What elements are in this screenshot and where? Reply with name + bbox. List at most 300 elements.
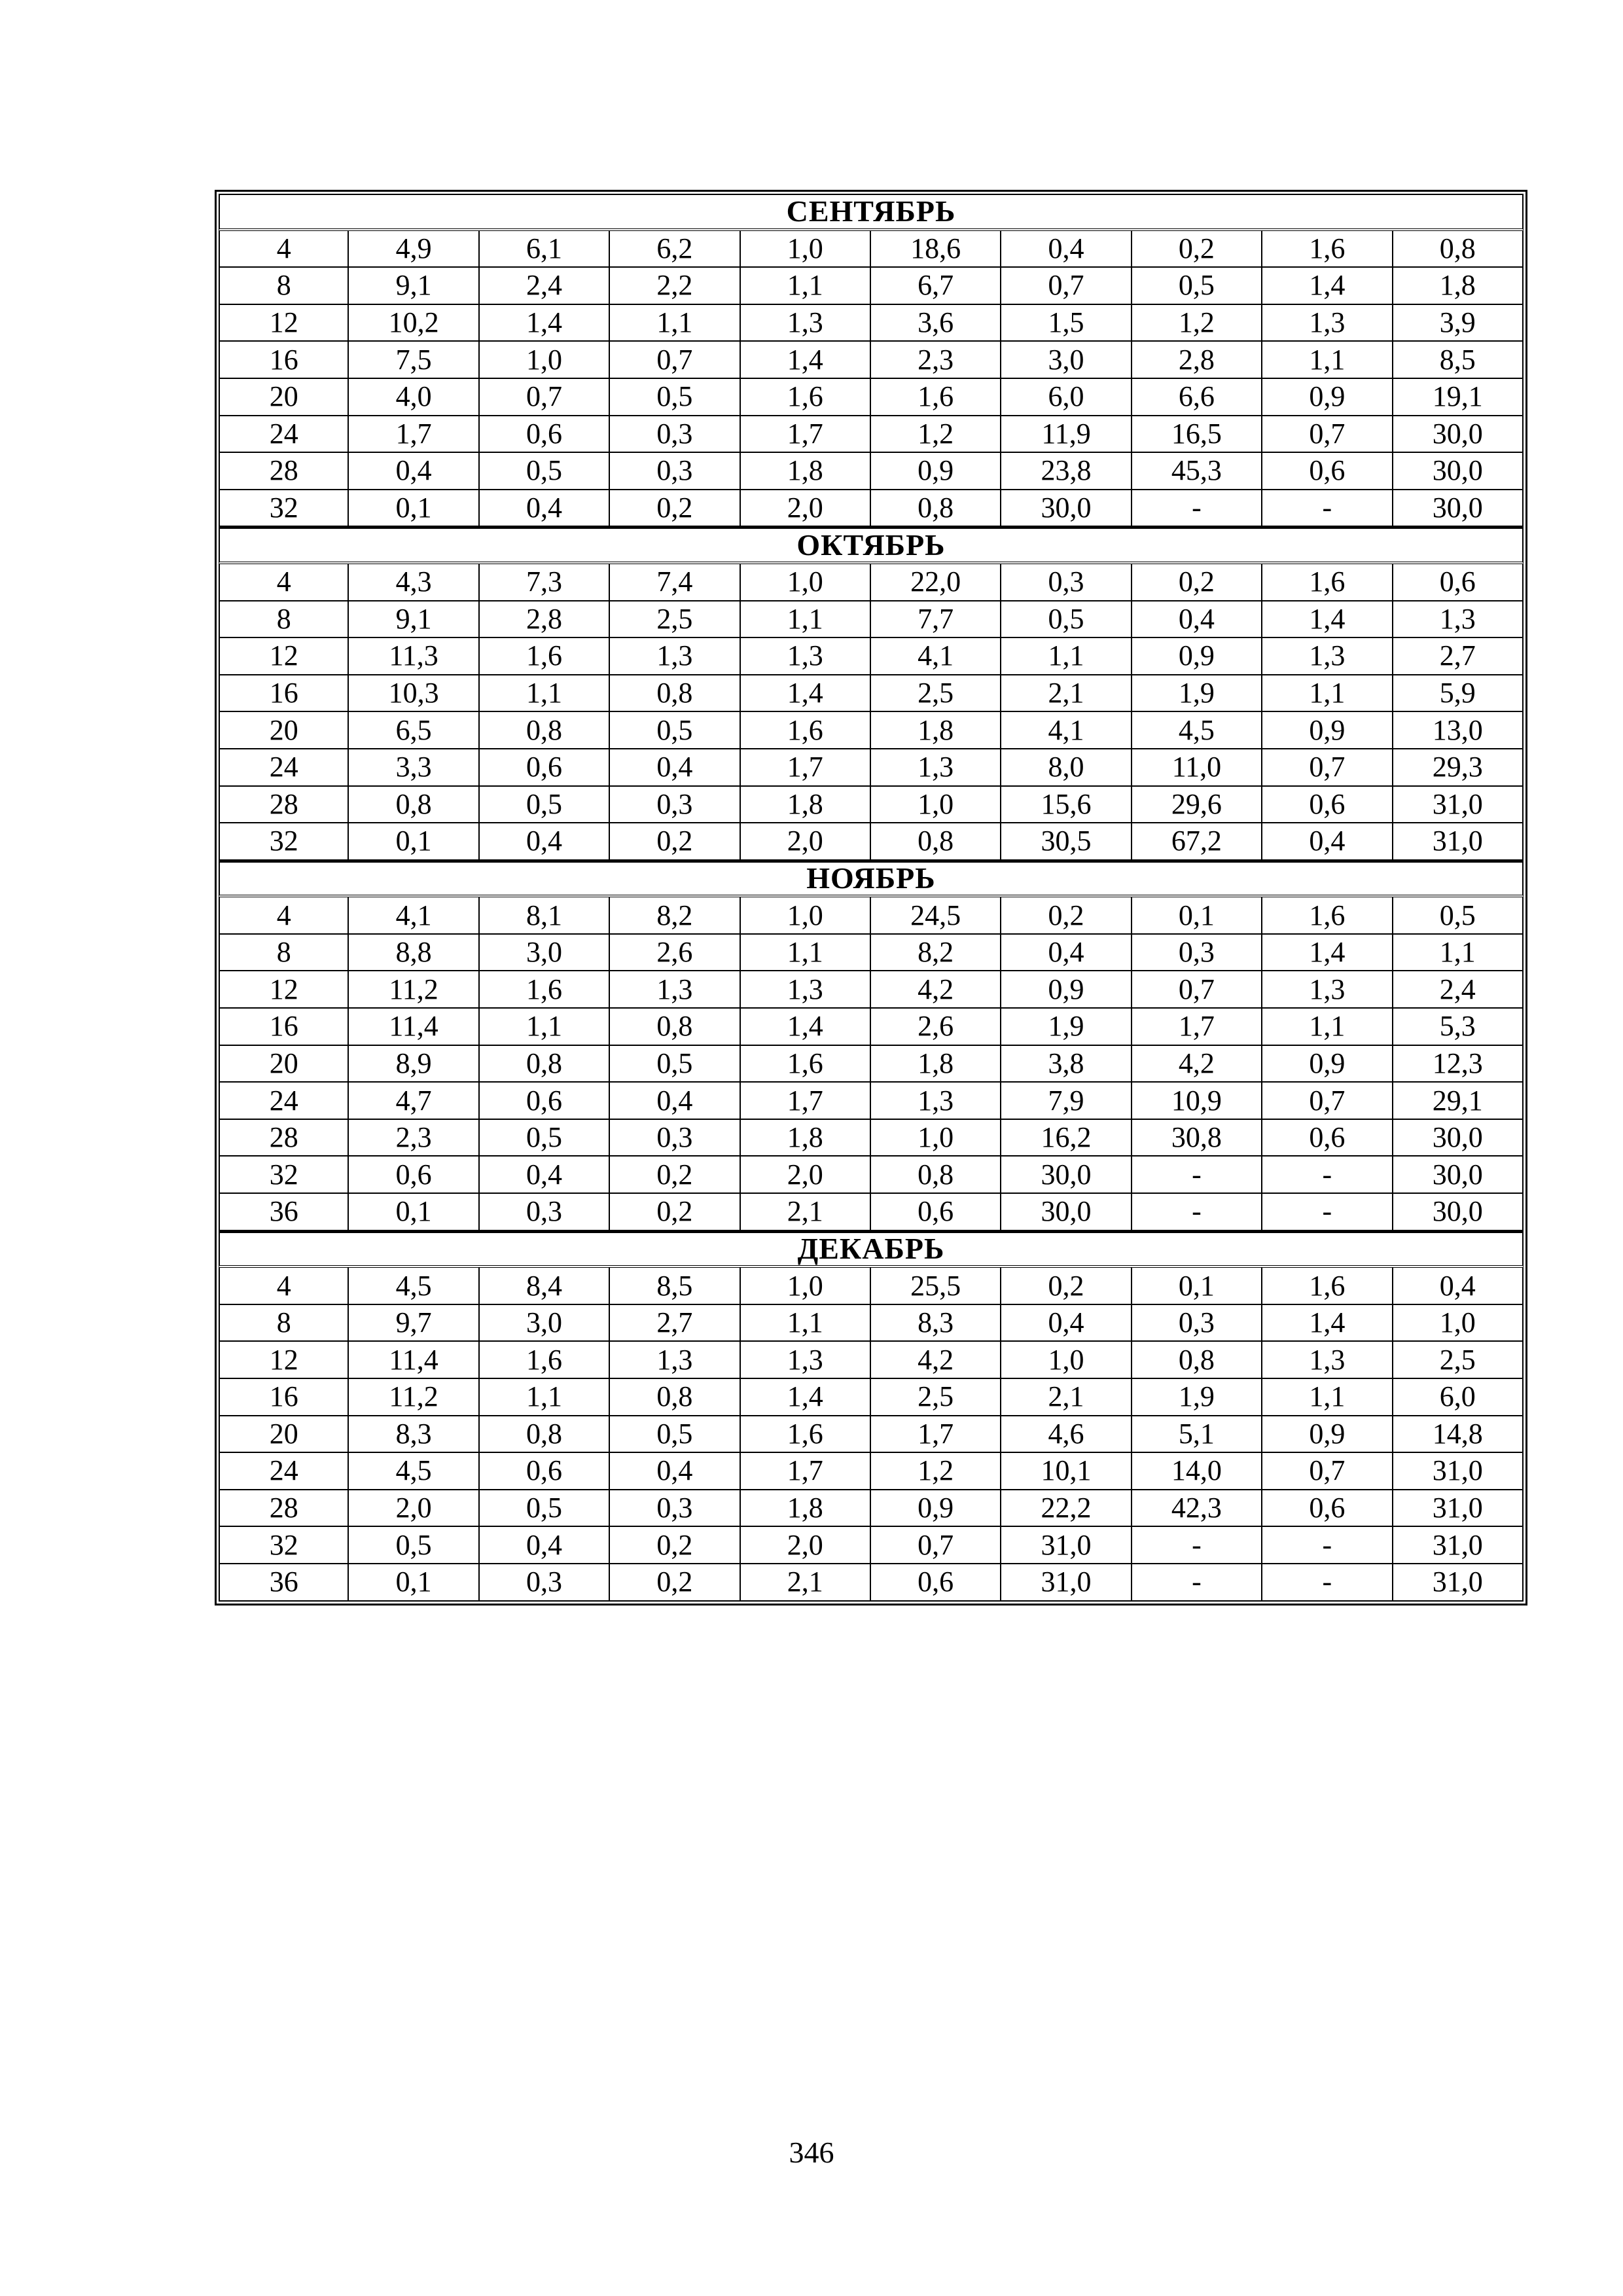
table-cell: 23,8: [1001, 453, 1132, 490]
table-cell: 30,5: [1001, 823, 1132, 861]
row-key-cell: 16: [219, 675, 349, 713]
table-cell: 1,3: [871, 1083, 1001, 1120]
table-cell: 29,3: [1393, 749, 1524, 787]
table-cell: 0,6: [480, 749, 610, 787]
row-key-cell: 8: [219, 601, 349, 639]
table-cell: 1,1: [1262, 1379, 1393, 1416]
table-cell: 1,9: [1132, 675, 1262, 713]
table-cell: 11,2: [349, 1379, 479, 1416]
table-cell: 42,3: [1132, 1490, 1262, 1528]
table-cell: 0,6: [871, 1194, 1001, 1231]
table-cell: 6,2: [610, 231, 740, 268]
table-cell: 0,8: [871, 823, 1001, 861]
table-cell: 0,9: [871, 1490, 1001, 1528]
table-cell: 30,0: [1393, 1157, 1524, 1194]
table-row: [219, 638, 1524, 675]
table-cell: 0,5: [610, 1416, 740, 1454]
table-cell: 1,1: [480, 1009, 610, 1046]
table-row: [219, 416, 1524, 454]
table-row: [219, 1527, 1524, 1564]
table-cell: 1,0: [741, 564, 871, 601]
table-cell: 8,2: [871, 935, 1001, 972]
row-key-cell: 36: [219, 1194, 349, 1231]
table-row: [219, 305, 1524, 342]
table-cell: 14,8: [1393, 1416, 1524, 1454]
table-cell: 0,4: [1001, 231, 1132, 268]
table-cell: 1,3: [610, 1342, 740, 1379]
table-cell: 29,6: [1132, 787, 1262, 824]
table-cell: 1,9: [1001, 1009, 1132, 1046]
table-cell: 2,7: [610, 1305, 740, 1342]
table-cell: 1,3: [1262, 305, 1393, 342]
table-cell: 0,5: [1132, 268, 1262, 305]
table-cell: 1,6: [1262, 1268, 1393, 1305]
table-cell: 0,3: [1132, 1305, 1262, 1342]
table-cell: 6,7: [871, 268, 1001, 305]
table-cell: 0,7: [1132, 971, 1262, 1009]
month-header-row: [219, 194, 1524, 231]
table-cell: 1,6: [871, 379, 1001, 416]
table-cell: 4,9: [349, 231, 479, 268]
table-cell: 0,9: [1262, 1416, 1393, 1454]
table-row: [219, 675, 1524, 713]
row-key-cell: 24: [219, 1453, 349, 1490]
table-cell: 11,2: [349, 971, 479, 1009]
table-cell: 1,3: [1262, 1342, 1393, 1379]
table-cell: 1,1: [741, 601, 871, 639]
table-cell: 7,4: [610, 564, 740, 601]
table-cell: 0,6: [349, 1157, 479, 1194]
table-cell: 3,0: [1001, 342, 1132, 379]
table-cell: 2,8: [480, 601, 610, 639]
table-row: [219, 268, 1524, 305]
table-row: [219, 1268, 1524, 1305]
table-row: [219, 1379, 1524, 1416]
table-cell: 0,8: [610, 1009, 740, 1046]
table-cell: 4,5: [1132, 712, 1262, 749]
table-cell: 1,1: [1262, 675, 1393, 713]
table-cell: 0,2: [610, 823, 740, 861]
table-cell: 1,3: [741, 638, 871, 675]
table-cell: 31,0: [1393, 1527, 1524, 1564]
table-cell: 1,7: [871, 1416, 1001, 1454]
table-cell: 1,3: [610, 971, 740, 1009]
table-cell: 0,6: [1262, 1490, 1393, 1528]
table-cell: 1,0: [1001, 1342, 1132, 1379]
table-cell: 4,2: [1132, 1046, 1262, 1083]
table-cell: 2,4: [1393, 971, 1524, 1009]
table-cell: 1,4: [741, 675, 871, 713]
table-cell: 0,5: [610, 379, 740, 416]
table-row: [219, 1453, 1524, 1490]
table-cell: 25,5: [871, 1268, 1001, 1305]
table-cell: 0,1: [349, 823, 479, 861]
table-cell: 1,6: [480, 971, 610, 1009]
table-cell: 0,8: [349, 787, 479, 824]
table-cell: 0,4: [480, 823, 610, 861]
table-cell: 29,1: [1393, 1083, 1524, 1120]
table-cell: 1,8: [741, 1120, 871, 1157]
table-row: [219, 787, 1524, 824]
row-key-cell: 20: [219, 712, 349, 749]
table-cell: 1,4: [1262, 601, 1393, 639]
row-key-cell: 16: [219, 1009, 349, 1046]
table-row: [219, 897, 1524, 935]
table-cell: 0,1: [1132, 897, 1262, 935]
table-cell: 0,9: [1262, 379, 1393, 416]
table-cell: -: [1262, 1527, 1393, 1564]
table-cell: 1,0: [741, 231, 871, 268]
table-cell: 0,6: [1262, 453, 1393, 490]
table-cell: 8,5: [610, 1268, 740, 1305]
table-cell: -: [1132, 1194, 1262, 1231]
row-key-cell: 8: [219, 935, 349, 972]
table-row: [219, 1564, 1524, 1602]
table-cell: 1,4: [1262, 1305, 1393, 1342]
row-key-cell: 16: [219, 342, 349, 379]
table-cell: 45,3: [1132, 453, 1262, 490]
table-cell: 0,5: [1001, 601, 1132, 639]
table-cell: 1,4: [741, 1009, 871, 1046]
table-cell: 1,7: [741, 1083, 871, 1120]
row-key-cell: 24: [219, 749, 349, 787]
table-cell: 0,1: [349, 490, 479, 528]
row-key-cell: 32: [219, 490, 349, 528]
table-cell: 1,4: [741, 1379, 871, 1416]
table-cell: 30,0: [1393, 416, 1524, 454]
table-cell: 30,0: [1393, 1120, 1524, 1157]
table-cell: 30,0: [1001, 1194, 1132, 1231]
table-cell: -: [1262, 1157, 1393, 1194]
table-cell: 0,5: [610, 1046, 740, 1083]
table-cell: 0,9: [1001, 971, 1132, 1009]
table-cell: 1,3: [741, 1342, 871, 1379]
table-cell: 4,1: [349, 897, 479, 935]
table-cell: 11,9: [1001, 416, 1132, 454]
table-cell: 2,2: [610, 268, 740, 305]
table-cell: 2,3: [349, 1120, 479, 1157]
table-cell: 2,3: [871, 342, 1001, 379]
table-cell: 6,0: [1001, 379, 1132, 416]
table-cell: -: [1132, 1527, 1262, 1564]
table-cell: 1,7: [1132, 1009, 1262, 1046]
table-cell: -: [1132, 490, 1262, 528]
row-key-cell: 32: [219, 823, 349, 861]
table-cell: 2,0: [741, 490, 871, 528]
table-cell: 0,6: [480, 1083, 610, 1120]
table-cell: 11,4: [349, 1009, 479, 1046]
table-cell: 0,6: [1262, 1120, 1393, 1157]
table-cell: 0,2: [1001, 897, 1132, 935]
table-cell: 0,3: [480, 1564, 610, 1602]
table-cell: 7,9: [1001, 1083, 1132, 1120]
table-cell: 4,5: [349, 1268, 479, 1305]
table-cell: 3,0: [480, 935, 610, 972]
table-cell: 0,2: [1132, 564, 1262, 601]
row-key-cell: 36: [219, 1564, 349, 1602]
table-cell: 0,9: [1262, 1046, 1393, 1083]
table-cell: 2,6: [871, 1009, 1001, 1046]
table-cell: 1,8: [1393, 268, 1524, 305]
table-cell: -: [1262, 1194, 1393, 1231]
table-cell: 1,7: [741, 1453, 871, 1490]
table-cell: 0,2: [610, 1157, 740, 1194]
table-cell: 1,1: [1393, 935, 1524, 972]
row-key-cell: 16: [219, 1379, 349, 1416]
row-key-cell: 32: [219, 1157, 349, 1194]
table-cell: 3,9: [1393, 305, 1524, 342]
table-cell: 31,0: [1393, 1564, 1524, 1602]
table-cell: 0,3: [610, 1490, 740, 1528]
table-row: [219, 971, 1524, 1009]
table-cell: 1,3: [610, 638, 740, 675]
table-cell: 0,7: [1262, 416, 1393, 454]
table-cell: 30,8: [1132, 1120, 1262, 1157]
table-cell: 9,1: [349, 601, 479, 639]
table-cell: 0,4: [1132, 601, 1262, 639]
table-cell: 2,5: [871, 1379, 1001, 1416]
table-row: [219, 1083, 1524, 1120]
table-cell: 2,1: [741, 1194, 871, 1231]
table-row: [219, 1416, 1524, 1454]
table-cell: 30,0: [1393, 453, 1524, 490]
row-key-cell: 24: [219, 1083, 349, 1120]
table-row: [219, 1305, 1524, 1342]
table-cell: 1,8: [741, 1490, 871, 1528]
table-cell: 0,9: [871, 453, 1001, 490]
table-cell: 0,5: [480, 453, 610, 490]
table-cell: 1,1: [741, 268, 871, 305]
table-cell: 2,6: [610, 935, 740, 972]
table-row: [219, 1120, 1524, 1157]
row-key-cell: 28: [219, 787, 349, 824]
table-cell: 0,3: [610, 1120, 740, 1157]
table-cell: 0,1: [1132, 1268, 1262, 1305]
table-cell: 8,9: [349, 1046, 479, 1083]
table-cell: 10,2: [349, 305, 479, 342]
table-cell: 16,5: [1132, 416, 1262, 454]
table-cell: 0,5: [349, 1527, 479, 1564]
row-key-cell: 20: [219, 1416, 349, 1454]
table-cell: 0,9: [1262, 712, 1393, 749]
table-row: [219, 749, 1524, 787]
table-cell: 5,3: [1393, 1009, 1524, 1046]
table-cell: 0,8: [610, 675, 740, 713]
table-cell: 0,7: [871, 1527, 1001, 1564]
table-cell: 4,0: [349, 379, 479, 416]
table-cell: 30,0: [1001, 490, 1132, 528]
table-cell: 1,1: [480, 675, 610, 713]
table-row: [219, 1194, 1524, 1231]
table-cell: 1,0: [741, 1268, 871, 1305]
table-cell: -: [1262, 1564, 1393, 1602]
row-key-cell: 32: [219, 1527, 349, 1564]
table-row: [219, 453, 1524, 490]
table-cell: 2,4: [480, 268, 610, 305]
row-key-cell: 28: [219, 1490, 349, 1528]
table-cell: 2,1: [1001, 1379, 1132, 1416]
table-cell: 3,0: [480, 1305, 610, 1342]
table-cell: 0,7: [480, 379, 610, 416]
table-cell: 1,6: [1262, 897, 1393, 935]
row-key-cell: 12: [219, 305, 349, 342]
table-cell: 8,8: [349, 935, 479, 972]
table-cell: 8,2: [610, 897, 740, 935]
table-cell: 0,5: [1393, 897, 1524, 935]
table-cell: 11,4: [349, 1342, 479, 1379]
table-cell: 22,0: [871, 564, 1001, 601]
table-cell: 1,6: [741, 1046, 871, 1083]
table-cell: 6,1: [480, 231, 610, 268]
table-cell: 9,7: [349, 1305, 479, 1342]
table-cell: 0,2: [1132, 231, 1262, 268]
table-row: [219, 712, 1524, 749]
table-row: [219, 231, 1524, 268]
table-cell: 1,6: [741, 379, 871, 416]
table-cell: 1,3: [741, 305, 871, 342]
table-cell: 1,2: [1132, 305, 1262, 342]
table-cell: 0,4: [1001, 1305, 1132, 1342]
table-cell: 0,3: [1132, 935, 1262, 972]
table-cell: 4,3: [349, 564, 479, 601]
table-row: [219, 823, 1524, 861]
table-cell: 1,8: [741, 787, 871, 824]
table-cell: 0,5: [480, 787, 610, 824]
table-cell: 1,1: [610, 305, 740, 342]
table-cell: 16,2: [1001, 1120, 1132, 1157]
row-key-cell: 4: [219, 1268, 349, 1305]
table-cell: 1,0: [480, 342, 610, 379]
row-key-cell: 12: [219, 1342, 349, 1379]
table-cell: 0,8: [610, 1379, 740, 1416]
table-cell: 5,9: [1393, 675, 1524, 713]
row-key-cell: 20: [219, 1046, 349, 1083]
row-key-cell: 24: [219, 416, 349, 454]
table-cell: 0,8: [480, 1416, 610, 1454]
table-cell: 1,6: [480, 638, 610, 675]
table-cell: 6,6: [1132, 379, 1262, 416]
table-cell: 0,8: [480, 1046, 610, 1083]
table-cell: 0,7: [1001, 268, 1132, 305]
table-cell: 31,0: [1393, 1490, 1524, 1528]
table-cell: 0,8: [480, 712, 610, 749]
table-cell: 2,0: [741, 1527, 871, 1564]
table-cell: 3,3: [349, 749, 479, 787]
table-cell: 1,0: [871, 1120, 1001, 1157]
table-cell: 19,1: [1393, 379, 1524, 416]
table-cell: 1,1: [741, 935, 871, 972]
row-key-cell: 4: [219, 897, 349, 935]
table-cell: 0,8: [1393, 231, 1524, 268]
table-cell: 10,3: [349, 675, 479, 713]
table-cell: 1,9: [1132, 1379, 1262, 1416]
table-cell: 0,8: [871, 490, 1001, 528]
month-title: ДЕКАБРЬ: [219, 1231, 1524, 1268]
table-cell: 1,0: [871, 787, 1001, 824]
table-cell: 2,0: [349, 1490, 479, 1528]
table-cell: 0,2: [610, 1194, 740, 1231]
table-cell: 4,1: [871, 638, 1001, 675]
table-cell: 1,2: [871, 1453, 1001, 1490]
table-cell: 0,6: [1393, 564, 1524, 601]
table-cell: 1,1: [741, 1305, 871, 1342]
table-cell: 1,4: [741, 342, 871, 379]
table-cell: 0,7: [610, 342, 740, 379]
table-cell: 1,1: [1262, 1009, 1393, 1046]
table-cell: 0,4: [349, 453, 479, 490]
table-cell: 4,2: [871, 971, 1001, 1009]
month-header-row: [219, 861, 1524, 898]
table-cell: 22,2: [1001, 1490, 1132, 1528]
table-cell: 30,0: [1001, 1157, 1132, 1194]
table-cell: 0,5: [480, 1120, 610, 1157]
table-cell: 1,2: [871, 416, 1001, 454]
table-cell: 1,6: [741, 1416, 871, 1454]
table-cell: 8,1: [480, 897, 610, 935]
table-cell: -: [1132, 1564, 1262, 1602]
table-cell: 1,4: [1262, 268, 1393, 305]
table-cell: 24,5: [871, 897, 1001, 935]
table-cell: 1,3: [1393, 601, 1524, 639]
row-key-cell: 12: [219, 971, 349, 1009]
table-cell: 12,3: [1393, 1046, 1524, 1083]
table-cell: 2,0: [741, 1157, 871, 1194]
table-cell: 1,8: [871, 712, 1001, 749]
row-key-cell: 8: [219, 268, 349, 305]
table-cell: 31,0: [1001, 1527, 1132, 1564]
table-cell: 0,3: [480, 1194, 610, 1231]
table-cell: 7,5: [349, 342, 479, 379]
table-cell: 8,0: [1001, 749, 1132, 787]
table-cell: 1,5: [1001, 305, 1132, 342]
table-cell: 1,6: [1262, 231, 1393, 268]
table-cell: 4,1: [1001, 712, 1132, 749]
table-cell: 0,2: [610, 1564, 740, 1602]
table-cell: 1,3: [1262, 971, 1393, 1009]
table-row: [219, 379, 1524, 416]
table-cell: 0,5: [610, 712, 740, 749]
table-cell: 0,4: [1001, 935, 1132, 972]
table-cell: 1,4: [1262, 935, 1393, 972]
table-row: [219, 601, 1524, 639]
table-row: [219, 1009, 1524, 1046]
row-key-cell: 12: [219, 638, 349, 675]
table-cell: 0,3: [610, 416, 740, 454]
table-body: [219, 194, 1524, 1602]
table-cell: 0,2: [610, 1527, 740, 1564]
table-cell: 1,6: [480, 1342, 610, 1379]
table-cell: 1,7: [349, 416, 479, 454]
table-cell: 0,1: [349, 1194, 479, 1231]
table-cell: 0,6: [480, 416, 610, 454]
table-cell: 0,4: [480, 1527, 610, 1564]
table-cell: 31,0: [1393, 787, 1524, 824]
table-cell: 8,4: [480, 1268, 610, 1305]
table-cell: 1,8: [871, 1046, 1001, 1083]
table-cell: 2,5: [1393, 1342, 1524, 1379]
table-cell: 0,4: [480, 1157, 610, 1194]
table-cell: 0,3: [610, 453, 740, 490]
table-cell: 1,4: [480, 305, 610, 342]
row-key-cell: 4: [219, 231, 349, 268]
table-cell: 0,4: [1393, 1268, 1524, 1305]
row-key-cell: 20: [219, 379, 349, 416]
table-cell: 0,4: [610, 749, 740, 787]
table-cell: 2,0: [741, 823, 871, 861]
table-cell: 4,6: [1001, 1416, 1132, 1454]
table-cell: 4,2: [871, 1342, 1001, 1379]
table-cell: 1,1: [480, 1379, 610, 1416]
